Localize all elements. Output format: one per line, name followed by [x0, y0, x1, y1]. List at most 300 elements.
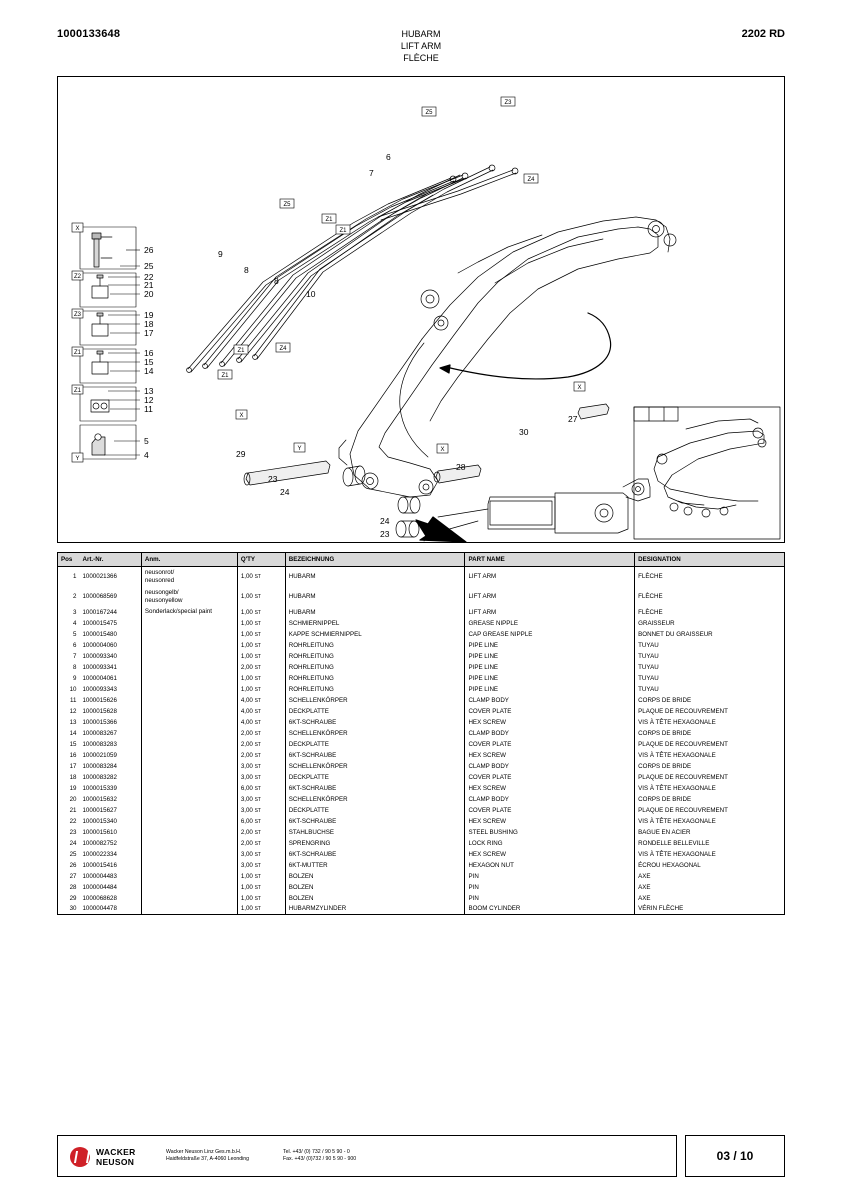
- cell-quantity: 2,00 ST: [237, 728, 285, 739]
- svg-text:5: 5: [144, 436, 149, 446]
- cell-bezeichnung: BOLZEN: [285, 871, 465, 882]
- cell-note: [141, 706, 237, 717]
- cell-bezeichnung: ROHRLEITUNG: [285, 651, 465, 662]
- cell-part-name: PIPE LINE: [465, 640, 635, 651]
- footer-company-box: [57, 1135, 677, 1177]
- cell-part-name: STEEL BUSHING: [465, 827, 635, 838]
- cell-note: [141, 717, 237, 728]
- cell-note: [141, 761, 237, 772]
- cell-designation: PLAQUE DE RECOUVREMENT: [635, 706, 785, 717]
- svg-text:22: 22: [144, 272, 154, 282]
- cell-quantity: 2,00 ST: [237, 662, 285, 673]
- cell-note: [141, 816, 237, 827]
- svg-text:24: 24: [280, 487, 290, 497]
- cell-designation: BAGUE EN ACIER: [635, 827, 785, 838]
- cell-part-name: HEX SCREW: [465, 717, 635, 728]
- svg-text:Z1: Z1: [221, 373, 229, 379]
- cell-pos: 16: [58, 750, 80, 761]
- title-en: LIFT ARM: [400, 41, 442, 51]
- cell-quantity: 6,00 ST: [237, 783, 285, 794]
- cell-note: [141, 629, 237, 640]
- svg-text:9: 9: [218, 249, 223, 259]
- svg-text:Z1: Z1: [325, 217, 333, 223]
- cell-article-number: 1000015610: [79, 827, 141, 838]
- cell-note: [141, 640, 237, 651]
- cell-pos: 28: [58, 882, 80, 893]
- svg-text:X: X: [577, 385, 582, 391]
- cell-article-number: 1000015480: [79, 629, 141, 640]
- cell-part-name: PIN: [465, 882, 635, 893]
- header-titles: [57, 28, 785, 64]
- cell-note: [141, 728, 237, 739]
- cell-article-number: 1000004061: [79, 673, 141, 684]
- cell-article-number: 1000068569: [79, 587, 141, 607]
- assembly-arrow-2: [416, 517, 466, 542]
- cell-note: [141, 827, 237, 838]
- cell-quantity: 1,00 ST: [237, 673, 285, 684]
- cell-bezeichnung: DECKPLATTE: [285, 739, 465, 750]
- cell-designation: VIS À TÊTE HEXAGONALE: [635, 750, 785, 761]
- col-qty: Q'TY: [237, 553, 285, 567]
- cell-designation: VÉRIN FLÈCHE: [635, 904, 785, 915]
- svg-text:Z1: Z1: [73, 388, 82, 394]
- svg-text:26: 26: [144, 245, 154, 255]
- svg-text:23: 23: [380, 529, 390, 539]
- cell-note: [141, 662, 237, 673]
- cell-note: [141, 695, 237, 706]
- col-pos: Pos: [58, 553, 80, 567]
- cell-part-name: HEX SCREW: [465, 750, 635, 761]
- table-row: [58, 805, 785, 816]
- cell-quantity: 3,00 ST: [237, 761, 285, 772]
- cell-part-name: HEXAGON NUT: [465, 860, 635, 871]
- svg-text:Z1: Z1: [73, 350, 82, 356]
- svg-text:13: 13: [144, 386, 154, 396]
- cell-article-number: 1000093341: [79, 662, 141, 673]
- svg-text:11: 11: [144, 404, 153, 414]
- cell-pos: 19: [58, 783, 80, 794]
- svg-text:Z3: Z3: [504, 100, 512, 106]
- cell-designation: TUYAU: [635, 684, 785, 695]
- cell-bezeichnung: SPRENGRING: [285, 838, 465, 849]
- table-row: [58, 662, 785, 673]
- cell-pos: 9: [58, 673, 80, 684]
- svg-text:Z5: Z5: [425, 110, 433, 116]
- cell-bezeichnung: DECKPLATTE: [285, 706, 465, 717]
- cell-note: neusonrot/ neusonred: [141, 567, 237, 587]
- cell-bezeichnung: BOLZEN: [285, 893, 465, 904]
- cell-note: [141, 783, 237, 794]
- cell-note: [141, 772, 237, 783]
- lift-arm-exploded-diagram: [58, 77, 784, 542]
- table-row: [58, 860, 785, 871]
- svg-text:21: 21: [144, 280, 154, 290]
- cell-article-number: 1000068628: [79, 893, 141, 904]
- col-anm: Anm.: [141, 553, 237, 567]
- table-header-row: [58, 553, 785, 567]
- cell-designation: PLAQUE DE RECOUVREMENT: [635, 805, 785, 816]
- cell-quantity: 3,00 ST: [237, 794, 285, 805]
- svg-text:Y: Y: [75, 456, 80, 462]
- cell-bezeichnung: SCHMIERNIPPEL: [285, 618, 465, 629]
- cell-pos: 30: [58, 904, 80, 915]
- cell-designation: FLÈCHE: [635, 587, 785, 607]
- table-row: [58, 695, 785, 706]
- table-row: [58, 816, 785, 827]
- cell-bezeichnung: SCHELLENKÖRPER: [285, 761, 465, 772]
- svg-text:Z4: Z4: [527, 177, 535, 183]
- cell-designation: FLÈCHE: [635, 607, 785, 618]
- company-address: [166, 1149, 249, 1163]
- col-partname: PART NAME: [465, 553, 635, 567]
- cell-note: [141, 794, 237, 805]
- cell-quantity: 1,00 ST: [237, 629, 285, 640]
- cell-bezeichnung: HUBARM: [285, 567, 465, 587]
- cell-part-name: HEX SCREW: [465, 816, 635, 827]
- page-header: [57, 28, 785, 68]
- cell-bezeichnung: SCHELLENKÖRPER: [285, 794, 465, 805]
- cell-note: [141, 673, 237, 684]
- cell-designation: CORPS DE BRIDE: [635, 728, 785, 739]
- cell-quantity: 1,00 ST: [237, 567, 285, 587]
- cell-designation: TUYAU: [635, 640, 785, 651]
- cell-part-name: CLAMP BODY: [465, 728, 635, 739]
- cell-bezeichnung: DECKPLATTE: [285, 772, 465, 783]
- cell-quantity: 1,00 ST: [237, 871, 285, 882]
- cell-bezeichnung: KAPPE SCHMIERNIPPEL: [285, 629, 465, 640]
- legend-column: [80, 227, 136, 459]
- table-row: [58, 673, 785, 684]
- cell-pos: 1: [58, 567, 80, 587]
- cell-bezeichnung: ROHRLEITUNG: [285, 684, 465, 695]
- svg-text:15: 15: [144, 357, 154, 367]
- company-street: Haidfeldstraße 37, A-4060 Leonding: [166, 1156, 250, 1162]
- cell-quantity: 1,00 ST: [237, 651, 285, 662]
- cell-note: [141, 618, 237, 629]
- svg-text:12: 12: [144, 395, 154, 405]
- cell-article-number: 1000015416: [79, 860, 141, 871]
- cell-designation: FLÈCHE: [635, 567, 785, 587]
- company-name: Wacker Neuson Linz Ges.m.b.H.: [166, 1149, 242, 1155]
- parts-table-body: [58, 567, 785, 915]
- title-de: HUBARM: [401, 29, 441, 39]
- cell-article-number: 1000021366: [79, 567, 141, 587]
- table-row: [58, 587, 785, 607]
- cell-quantity: 2,00 ST: [237, 750, 285, 761]
- cell-quantity: 4,00 ST: [237, 695, 285, 706]
- cell-article-number: 1000015628: [79, 706, 141, 717]
- svg-text:4: 4: [144, 450, 149, 460]
- cell-pos: 8: [58, 662, 80, 673]
- cell-pos: 27: [58, 871, 80, 882]
- svg-text:20: 20: [144, 289, 154, 299]
- cell-designation: ÉCROU HEXAGONAL: [635, 860, 785, 871]
- cell-pos: 22: [58, 816, 80, 827]
- cell-designation: CORPS DE BRIDE: [635, 761, 785, 772]
- svg-text:X: X: [75, 226, 80, 232]
- title-fr: FLÈCHE: [403, 53, 439, 63]
- company-tel: Tel. +43/ (0) 732 / 90 5 90 - 0: [283, 1149, 350, 1155]
- cell-quantity: 1,00 ST: [237, 893, 285, 904]
- svg-text:Z1: Z1: [237, 348, 245, 354]
- cell-note: [141, 684, 237, 695]
- cell-part-name: COVER PLATE: [465, 706, 635, 717]
- brand-line-1: WACKER: [96, 1147, 136, 1157]
- cell-note: [141, 739, 237, 750]
- svg-text:Y: Y: [297, 446, 302, 452]
- table-row: [58, 651, 785, 662]
- col-designation: DESIGNATION: [635, 553, 785, 567]
- cell-designation: VIS À TÊTE HEXAGONALE: [635, 717, 785, 728]
- cell-designation: AXE: [635, 871, 785, 882]
- cell-part-name: LOCK RING: [465, 838, 635, 849]
- table-row: [58, 838, 785, 849]
- cell-part-name: PIPE LINE: [465, 673, 635, 684]
- cell-note: [141, 871, 237, 882]
- brand-name: [96, 1147, 136, 1167]
- table-row: [58, 882, 785, 893]
- parts-table: [57, 552, 785, 915]
- cell-article-number: 1000004483: [79, 871, 141, 882]
- cell-bezeichnung: STAHLBUCHSE: [285, 827, 465, 838]
- cell-article-number: 1000093340: [79, 651, 141, 662]
- table-row: [58, 717, 785, 728]
- table-row: [58, 904, 785, 915]
- brand-line-2: NEUSON: [96, 1157, 135, 1167]
- cell-pos: 29: [58, 893, 80, 904]
- cell-pos: 2: [58, 587, 80, 607]
- col-bez: BEZEICHNUNG: [285, 553, 465, 567]
- cell-designation: RONDELLE BELLEVILLE: [635, 838, 785, 849]
- cell-pos: 18: [58, 772, 80, 783]
- cell-pos: 10: [58, 684, 80, 695]
- table-row: [58, 640, 785, 651]
- cell-article-number: 1000015339: [79, 783, 141, 794]
- cell-designation: GRAISSEUR: [635, 618, 785, 629]
- cell-designation: PLAQUE DE RECOUVREMENT: [635, 772, 785, 783]
- svg-text:27: 27: [568, 414, 578, 424]
- table-row: [58, 684, 785, 695]
- cell-designation: VIS À TÊTE HEXAGONALE: [635, 783, 785, 794]
- cell-pos: 11: [58, 695, 80, 706]
- table-row: [58, 794, 785, 805]
- cell-quantity: 1,00 ST: [237, 640, 285, 651]
- table-row: [58, 772, 785, 783]
- cell-bezeichnung: ROHRLEITUNG: [285, 673, 465, 684]
- cell-note: [141, 882, 237, 893]
- cell-designation: BONNET DU GRAISSEUR: [635, 629, 785, 640]
- cell-quantity: 4,00 ST: [237, 717, 285, 728]
- cell-bezeichnung: ROHRLEITUNG: [285, 640, 465, 651]
- svg-text:8: 8: [274, 276, 279, 286]
- cell-quantity: 3,00 ST: [237, 772, 285, 783]
- svg-text:Z3: Z3: [73, 312, 82, 318]
- cell-pos: 13: [58, 717, 80, 728]
- cell-part-name: CLAMP BODY: [465, 761, 635, 772]
- cell-pos: 26: [58, 860, 80, 871]
- cell-designation: TUYAU: [635, 662, 785, 673]
- parts-table-wrap: [57, 552, 785, 915]
- svg-text:Z2: Z2: [73, 274, 82, 280]
- table-row: [58, 871, 785, 882]
- col-art: Art.-Nr.: [79, 553, 141, 567]
- cell-bezeichnung: 6KT-SCHRAUBE: [285, 816, 465, 827]
- cell-part-name: COVER PLATE: [465, 772, 635, 783]
- svg-text:23: 23: [268, 474, 278, 484]
- svg-text:6: 6: [386, 152, 391, 162]
- svg-text:Z5: Z5: [283, 202, 291, 208]
- cell-pos: 15: [58, 739, 80, 750]
- cell-designation: TUYAU: [635, 673, 785, 684]
- page-number: 03 / 10: [685, 1135, 785, 1177]
- cell-pos: 4: [58, 618, 80, 629]
- cell-bezeichnung: DECKPLATTE: [285, 805, 465, 816]
- company-fax: Fax. +43/ (0)732 / 90 5 90 - 900: [283, 1156, 357, 1162]
- cell-part-name: LIFT ARM: [465, 587, 635, 607]
- svg-text:8: 8: [244, 265, 249, 275]
- svg-text:19: 19: [144, 310, 154, 320]
- table-row: [58, 567, 785, 587]
- cell-part-name: LIFT ARM: [465, 607, 635, 618]
- svg-text:X: X: [239, 413, 244, 419]
- cell-pos: 25: [58, 849, 80, 860]
- technical-drawing: [57, 76, 785, 543]
- svg-text:17: 17: [144, 328, 154, 338]
- table-row: [58, 783, 785, 794]
- cell-quantity: 4,00 ST: [237, 706, 285, 717]
- cell-article-number: 1000021059: [79, 750, 141, 761]
- cell-article-number: 1000015475: [79, 618, 141, 629]
- cell-note: [141, 904, 237, 915]
- cell-designation: PLAQUE DE RECOUVREMENT: [635, 739, 785, 750]
- cell-article-number: 1000015626: [79, 695, 141, 706]
- cell-article-number: 1000167244: [79, 607, 141, 618]
- inset-detail: [634, 407, 780, 539]
- cell-quantity: 2,00 ST: [237, 838, 285, 849]
- lift-arm-body: [339, 217, 676, 497]
- cell-note: [141, 838, 237, 849]
- svg-text:18: 18: [144, 319, 154, 329]
- cell-quantity: 3,00 ST: [237, 805, 285, 816]
- svg-text:25: 25: [144, 261, 154, 271]
- table-row: [58, 706, 785, 717]
- cell-bezeichnung: SCHELLENKÖRPER: [285, 728, 465, 739]
- cell-part-name: HEX SCREW: [465, 849, 635, 860]
- svg-text:X: X: [440, 447, 445, 453]
- cell-part-name: PIN: [465, 893, 635, 904]
- cell-quantity: 1,00 ST: [237, 684, 285, 695]
- cell-pos: 24: [58, 838, 80, 849]
- cell-article-number: 1000015632: [79, 794, 141, 805]
- cell-part-name: HEX SCREW: [465, 783, 635, 794]
- cell-quantity: 1,00 ST: [237, 618, 285, 629]
- cell-note: [141, 893, 237, 904]
- cell-pos: 12: [58, 706, 80, 717]
- table-row: [58, 728, 785, 739]
- cell-part-name: CLAMP BODY: [465, 794, 635, 805]
- cell-bezeichnung: SCHELLENKÖRPER: [285, 695, 465, 706]
- cell-note: neusongelb/ neusonyellow: [141, 587, 237, 607]
- cell-part-name: PIN: [465, 871, 635, 882]
- cell-part-name: LIFT ARM: [465, 567, 635, 587]
- svg-text:28: 28: [456, 462, 466, 472]
- cell-quantity: 1,00 ST: [237, 904, 285, 915]
- cell-quantity: 1,00 ST: [237, 587, 285, 607]
- table-row: [58, 739, 785, 750]
- cell-note: [141, 750, 237, 761]
- cell-quantity: 3,00 ST: [237, 849, 285, 860]
- cell-article-number: 1000083267: [79, 728, 141, 739]
- svg-text:24: 24: [380, 516, 390, 526]
- cell-part-name: BOOM CYLINDER: [465, 904, 635, 915]
- model-code: 2202 RD: [741, 28, 785, 40]
- cell-article-number: 1000083284: [79, 761, 141, 772]
- svg-text:16: 16: [144, 348, 154, 358]
- cell-pos: 21: [58, 805, 80, 816]
- cell-article-number: 1000015340: [79, 816, 141, 827]
- cell-article-number: 1000004060: [79, 640, 141, 651]
- cell-part-name: PIPE LINE: [465, 651, 635, 662]
- table-row: [58, 893, 785, 904]
- table-row: [58, 629, 785, 640]
- cell-note: Sonderlack/special paint: [141, 607, 237, 618]
- cell-pos: 6: [58, 640, 80, 651]
- cell-part-name: GREASE NIPPLE: [465, 618, 635, 629]
- table-row: [58, 607, 785, 618]
- cell-part-name: PIPE LINE: [465, 662, 635, 673]
- table-row: [58, 761, 785, 772]
- cell-bezeichnung: ROHRLEITUNG: [285, 662, 465, 673]
- cell-designation: AXE: [635, 882, 785, 893]
- cell-quantity: 2,00 ST: [237, 827, 285, 838]
- svg-text:30: 30: [519, 427, 529, 437]
- cell-bezeichnung: HUBARMZYLINDER: [285, 904, 465, 915]
- cell-pos: 3: [58, 607, 80, 618]
- svg-text:29: 29: [236, 449, 246, 459]
- cell-article-number: 1000004484: [79, 882, 141, 893]
- cell-article-number: 1000004478: [79, 904, 141, 915]
- cell-quantity: 1,00 ST: [237, 607, 285, 618]
- cell-bezeichnung: 6KT-SCHRAUBE: [285, 750, 465, 761]
- table-row: [58, 750, 785, 761]
- cell-bezeichnung: HUBARM: [285, 587, 465, 607]
- cell-bezeichnung: 6KT-SCHRAUBE: [285, 717, 465, 728]
- cell-designation: TUYAU: [635, 651, 785, 662]
- cell-pos: 14: [58, 728, 80, 739]
- cell-quantity: 1,00 ST: [237, 882, 285, 893]
- cell-article-number: 1000022334: [79, 849, 141, 860]
- cell-bezeichnung: 6KT-SCHRAUBE: [285, 849, 465, 860]
- svg-text:Z4: Z4: [279, 346, 287, 352]
- cell-note: [141, 651, 237, 662]
- page-footer: [57, 1135, 785, 1177]
- cell-part-name: CAP GREASE NIPPLE: [465, 629, 635, 640]
- cell-bezeichnung: 6KT-MUTTER: [285, 860, 465, 871]
- cell-designation: CORPS DE BRIDE: [635, 695, 785, 706]
- cell-designation: CORPS DE BRIDE: [635, 794, 785, 805]
- cell-quantity: 3,00 ST: [237, 860, 285, 871]
- cell-article-number: 1000015627: [79, 805, 141, 816]
- callout-numbers: [104, 152, 578, 539]
- cell-pos: 23: [58, 827, 80, 838]
- cell-designation: VIS À TÊTE HEXAGONALE: [635, 816, 785, 827]
- cell-quantity: 2,00 ST: [237, 739, 285, 750]
- cell-part-name: CLAMP BODY: [465, 695, 635, 706]
- cell-article-number: 1000083283: [79, 739, 141, 750]
- cell-pos: 17: [58, 761, 80, 772]
- cell-note: [141, 805, 237, 816]
- svg-text:Z1: Z1: [339, 228, 347, 234]
